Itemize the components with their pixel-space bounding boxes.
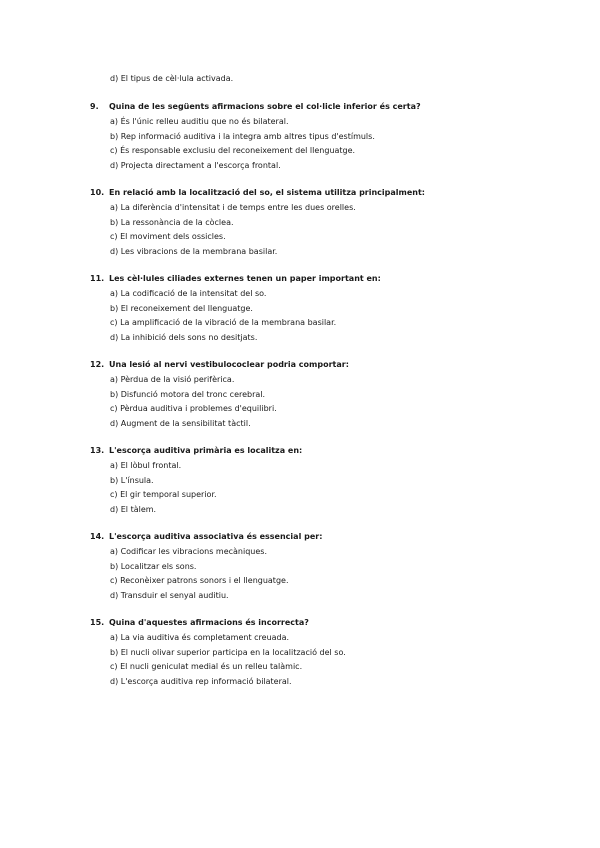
question-text: L'escorça auditiva primària es localitza en:: [109, 446, 303, 455]
question-text: En relació amb la localització del so, el sistema utilitza principalment:: [109, 188, 426, 197]
answer-option: a) Codificar les vibracions mecàniques.: [110, 547, 267, 556]
question-list: [0, 100, 600, 702]
answer-option: b) El nucli olivar superior participa en la localització del so.: [110, 647, 346, 657]
question-15: [0, 616, 600, 702]
answer-options: [110, 631, 346, 689]
question-text: Una lesió al nervi vestibulococlear podria comportar:: [109, 360, 349, 369]
question-heading: [90, 444, 302, 458]
answer-option: b) El reconeixement del llenguatge.: [110, 303, 253, 313]
question-text: L'escorça auditiva associativa és essencial per:: [109, 532, 323, 541]
option-d-continued: d) El tipus de cèl·lula activada.: [110, 74, 234, 83]
question-13: [0, 444, 600, 530]
question-heading: [90, 186, 425, 200]
answer-option: b) La ressonància de la còclea.: [110, 217, 234, 227]
answer-option: a) La codificació de la intensitat del so.: [110, 289, 267, 298]
answer-option: c) Pèrdua auditiva i problemes d'equilibri.: [110, 404, 277, 413]
question-11: [0, 272, 600, 358]
question-heading: [90, 358, 349, 372]
answer-option: c) El nucli geniculat medial és un relleu talàmic.: [110, 662, 303, 671]
answer-option: a) El lòbul frontal.: [110, 461, 182, 470]
answer-options: [110, 373, 277, 431]
answer-option: a) La via auditiva és completament creuada.: [110, 633, 290, 642]
question-number: 13.: [90, 446, 105, 455]
question-number: 14.: [90, 532, 105, 541]
question-number: 15.: [90, 618, 105, 627]
answer-option: d) El tàlem.: [110, 504, 157, 514]
answer-option: a) La diferència d'intensitat i de temps entre les dues orelles.: [110, 203, 356, 212]
question-number: 9.: [90, 102, 99, 111]
question-number: 10.: [90, 188, 105, 197]
answer-option: c) El moviment dels ossicles.: [110, 232, 226, 241]
answer-option: a) És l'únic relleu auditiu que no és bilateral.: [110, 117, 289, 126]
answer-option: b) Localitzar els sons.: [110, 561, 197, 571]
answer-options: [110, 201, 356, 259]
answer-option: d) Projecta directament a l'escorça frontal.: [110, 160, 281, 170]
answer-option: b) Rep informació auditiva i la integra amb altres tipus d'estímuls.: [110, 131, 375, 141]
question-heading: [90, 272, 381, 286]
answer-option: d) L'escorça auditiva rep informació bilateral.: [110, 676, 292, 686]
question-text: Quina de les següents afirmacions sobre el col·licle inferior és certa?: [109, 102, 421, 111]
question-heading: [90, 530, 322, 544]
answer-option: c) El gir temporal superior.: [110, 490, 217, 499]
answer-option: d) La inhibició dels sons no desitjats.: [110, 332, 258, 342]
question-number: 12.: [90, 360, 105, 369]
answer-option: c) La amplificació de la vibració de la membrana basilar.: [110, 318, 337, 327]
question-heading: [90, 616, 309, 630]
answer-options: [110, 115, 375, 173]
answer-options: [110, 459, 217, 517]
answer-options: [110, 287, 336, 345]
question-text: Les cèl·lules ciliades externes tenen un paper important en:: [109, 274, 381, 283]
question-text: Quina d'aquestes afirmacions és incorrecta?: [109, 618, 309, 627]
answer-option: d) Transduir el senyal auditiu.: [110, 590, 229, 600]
answer-option: c) Reconèixer patrons sonors i el llenguatge.: [110, 576, 289, 585]
question-heading: [90, 100, 421, 114]
answer-option: a) Pèrdua de la visió perifèrica.: [110, 375, 235, 384]
question-9: [0, 100, 600, 186]
question-10: [0, 186, 600, 272]
question-14: [0, 530, 600, 616]
answer-option: b) L'ínsula.: [110, 475, 154, 485]
answer-option: c) És responsable exclusiu del reconeixement del llenguatge.: [110, 146, 356, 155]
answer-option: d) Les vibracions de la membrana basilar.: [110, 246, 278, 256]
answer-options: [110, 545, 289, 603]
answer-option: b) Disfunció motora del tronc cerebral.: [110, 389, 266, 399]
answer-option: d) Augment de la sensibilitat tàctil.: [110, 418, 251, 428]
question-12: [0, 358, 600, 444]
question-number: 11.: [90, 274, 105, 283]
